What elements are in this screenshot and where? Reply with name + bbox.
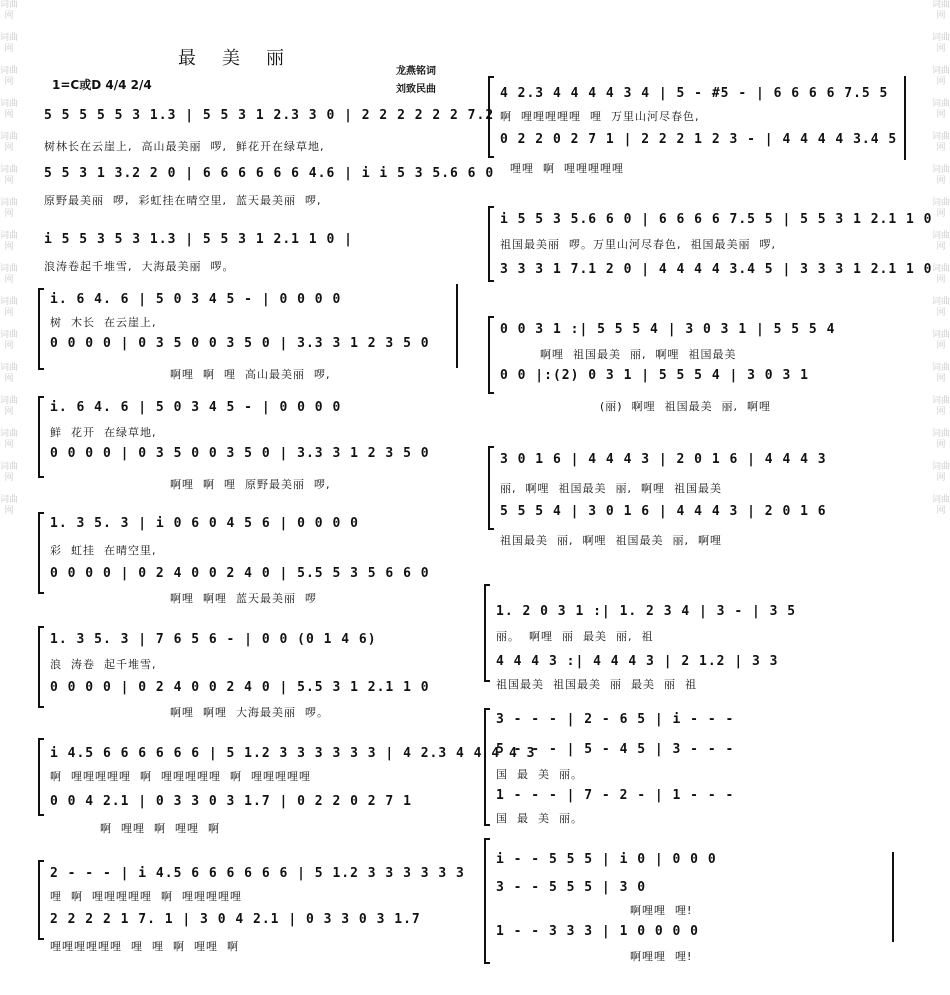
music-line: 5 5 3 1 3.2 2 0 | 6 6 6 6 6 6 4.6 | i i 5 3 5.6 6 0 (44, 166, 495, 181)
lyric-line: 啊哩哩 哩! (630, 904, 693, 917)
lyric-line: 浪涛卷起千堆雪, 大海最美丽 啰。 (44, 260, 235, 273)
music-line: 1. 3 5. 3 | i 0 6 0 4 5 6 | 0 0 0 0 (50, 516, 359, 531)
bar-line (904, 76, 906, 160)
music-line: 0 0 0 0 | 0 2 4 0 0 2 4 0 | 5.5 3 1 2.1 1 0 (50, 680, 430, 695)
lyric-line: 丽。 啊哩 丽 最美 丽, 祖 (496, 630, 654, 643)
lyric-line: 哩哩 啊 哩哩哩哩哩 (510, 162, 624, 175)
lyric-line: 啊哩 啊 哩 原野最美丽 啰, (170, 478, 331, 491)
lyric-line: 国 最 美 丽。 (496, 812, 583, 825)
lyric-line: 啊哩 啊哩 蓝天最美丽 啰 (170, 592, 317, 605)
watermark-left: 词曲网 词曲网 词曲网 词曲网 词曲网 词曲网 词曲网 词曲网 词曲网 词曲网 词曲网 词曲网 词曲网 词曲网 词曲网 词曲网 (0, 0, 18, 516)
lyric-line: 啊哩 啊哩 大海最美丽 啰。 (170, 706, 329, 719)
system-brace (488, 206, 494, 282)
lyric-line: 哩 啊 哩哩哩哩哩 啊 哩哩哩哩哩 (50, 890, 242, 903)
system-brace (38, 738, 44, 816)
music-line: 5 - - - | 5 - 4 5 | 3 - - - (496, 742, 735, 757)
bar-line (456, 284, 458, 368)
music-line: 4 2.3 4 4 4 4 3 4 | 5 - #5 - | 6 6 6 6 7.5 5 (500, 86, 889, 101)
system-brace (488, 316, 494, 394)
system-brace (38, 626, 44, 708)
lyric-line: 树 木长 在云崖上, (50, 316, 157, 329)
music-line: 3 - - 5 5 5 | 3 0 (496, 880, 647, 895)
music-line: i - - 5 5 5 | i 0 | 0 0 0 (496, 852, 717, 867)
watermark-right: 词曲网 词曲网 词曲网 词曲网 词曲网 词曲网 词曲网 词曲网 词曲网 词曲网 词曲网 词曲网 词曲网 词曲网 词曲网 词曲网 (932, 0, 950, 516)
system-brace (38, 396, 44, 478)
lyric-line: 丽, 啊哩 祖国最美 丽, 啊哩 祖国最美 (500, 482, 722, 495)
music-line: 0 2 2 0 2 7 1 | 2 2 2 1 2 3 - | 4 4 4 4 3.4 5 (500, 132, 898, 147)
lyric-line: 树林长在云崖上, 高山最美丽 啰, 鲜花开在绿草地, (44, 140, 325, 153)
system-brace (484, 584, 490, 682)
lyric-line: 啊哩 祖国最美 丽, 啊哩 祖国最美 (540, 348, 737, 361)
music-line: 0 0 0 0 | 0 3 5 0 0 3 5 0 | 3.3 3 1 2 3 5 0 (50, 336, 430, 351)
lyric-line: 啊 哩哩哩哩哩 啊 哩哩哩哩哩 啊 哩哩哩哩哩 (50, 770, 311, 783)
music-line: 0 0 |:(2) 0 3 1 | 5 5 5 4 | 3 0 3 1 (500, 368, 809, 383)
music-line: 0 0 4 2.1 | 0 3 3 0 3 1.7 | 0 2 2 0 2 7 1 (50, 794, 412, 809)
final-bar-line (892, 852, 894, 942)
music-line: 3 - - - | 2 - 6 5 | i - - - (496, 712, 735, 727)
music-line: 4 4 4 3 :| 4 4 4 3 | 2 1.2 | 3 3 (496, 654, 779, 669)
lyric-line: 啊 哩哩哩哩哩 哩 万里山河尽春色, (500, 110, 700, 123)
music-line: 1 - - 3 3 3 | 1 0 0 0 0 (496, 924, 700, 939)
music-line: 1. 3 5. 3 | 7 6 5 6 - | 0 0 (0 1 4 6) (50, 632, 377, 647)
lyric-line: 哩哩哩哩哩哩 哩 哩 啊 哩哩 啊 (50, 940, 239, 953)
music-line: 2 2 2 2 1 7. 1 | 3 0 4 2.1 | 0 3 3 0 3 1.7 (50, 912, 421, 927)
music-line: 1 - - - | 7 - 2 - | 1 - - - (496, 788, 735, 803)
music-line: 0 0 3 1 :| 5 5 5 4 | 3 0 3 1 | 5 5 5 4 (500, 322, 836, 337)
lyric-line: 彩 虹挂 在晴空里, (50, 544, 157, 557)
music-line: 3 3 3 1 7.1 2 0 | 4 4 4 4 3.4 5 | 3 3 3 1 2.1 1 0 (500, 262, 933, 277)
music-line: i. 6 4. 6 | 5 0 3 4 5 - | 0 0 0 0 (50, 400, 342, 415)
music-line: 3 0 1 6 | 4 4 4 3 | 2 0 1 6 | 4 4 4 3 (500, 452, 827, 467)
lyric-line: 国 最 美 丽。 (496, 768, 583, 781)
lyric-line: 祖国最美 丽, 啊哩 祖国最美 丽, 啊哩 (500, 534, 722, 547)
lyric-line: 原野最美丽 啰, 彩虹挂在晴空里, 蓝天最美丽 啰, (44, 194, 322, 207)
music-line: 1. 2 0 3 1 :| 1. 2 3 4 | 3 - | 3 5 (496, 604, 797, 619)
music-line: 5 5 5 4 | 3 0 1 6 | 4 4 4 3 | 2 0 1 6 (500, 504, 827, 519)
system-brace (38, 860, 44, 940)
lyricist-credit: 龙燕铭词 (396, 66, 436, 77)
key-signature: 1=C或D 4/4 2/4 (52, 78, 152, 92)
lyric-line: 鲜 花开 在绿草地, (50, 426, 157, 439)
music-line: 5 5 5 5 5 3 1.3 | 5 5 3 1 2.3 3 0 | 2 2 2 2 2 2 7.2 (44, 108, 495, 123)
song-title: 最美丽 (178, 48, 310, 69)
lyric-line: 浪 涛卷 起千堆雪, (50, 658, 157, 671)
music-line: 0 0 0 0 | 0 2 4 0 0 2 4 0 | 5.5 5 3 5 6 6 0 (50, 566, 430, 581)
lyric-line: 祖国最美丽 啰。万里山河尽春色, 祖国最美丽 啰, (500, 238, 776, 251)
lyric-line: (丽) 啊哩 祖国最美 丽, 啊哩 (600, 400, 772, 413)
music-line: i 4.5 6 6 6 6 6 6 | 5 1.2 3 3 3 3 3 3 | 4 2.3 4 4 4 4 3 (50, 746, 536, 761)
system-brace (484, 838, 490, 964)
lyric-line: 啊哩 啊 哩 高山最美丽 啰, (170, 368, 331, 381)
music-line: i. 6 4. 6 | 5 0 3 4 5 - | 0 0 0 0 (50, 292, 342, 307)
system-brace (488, 76, 494, 158)
system-brace (38, 288, 44, 370)
lyric-line: 祖国最美 祖国最美 丽 最美 丽 祖 (496, 678, 697, 691)
system-brace (484, 708, 490, 826)
music-line: 2 - - - | i 4.5 6 6 6 6 6 6 | 5 1.2 3 3 3 3 3 3 (50, 866, 465, 881)
system-brace (38, 512, 44, 594)
lyric-line: 啊 哩哩 啊 哩哩 啊 (100, 822, 220, 835)
music-line: i 5 5 3 5.6 6 0 | 6 6 6 6 7.5 5 | 5 5 3 1 2.1 1 0 (500, 212, 933, 227)
system-brace (488, 446, 494, 530)
lyric-line: 啊哩哩 哩! (630, 950, 693, 963)
composer-credit: 刘致民曲 (396, 84, 436, 95)
music-line: 0 0 0 0 | 0 3 5 0 0 3 5 0 | 3.3 3 1 2 3 5 0 (50, 446, 430, 461)
music-line: i 5 5 3 5 3 1.3 | 5 5 3 1 2.1 1 0 | (44, 232, 353, 247)
